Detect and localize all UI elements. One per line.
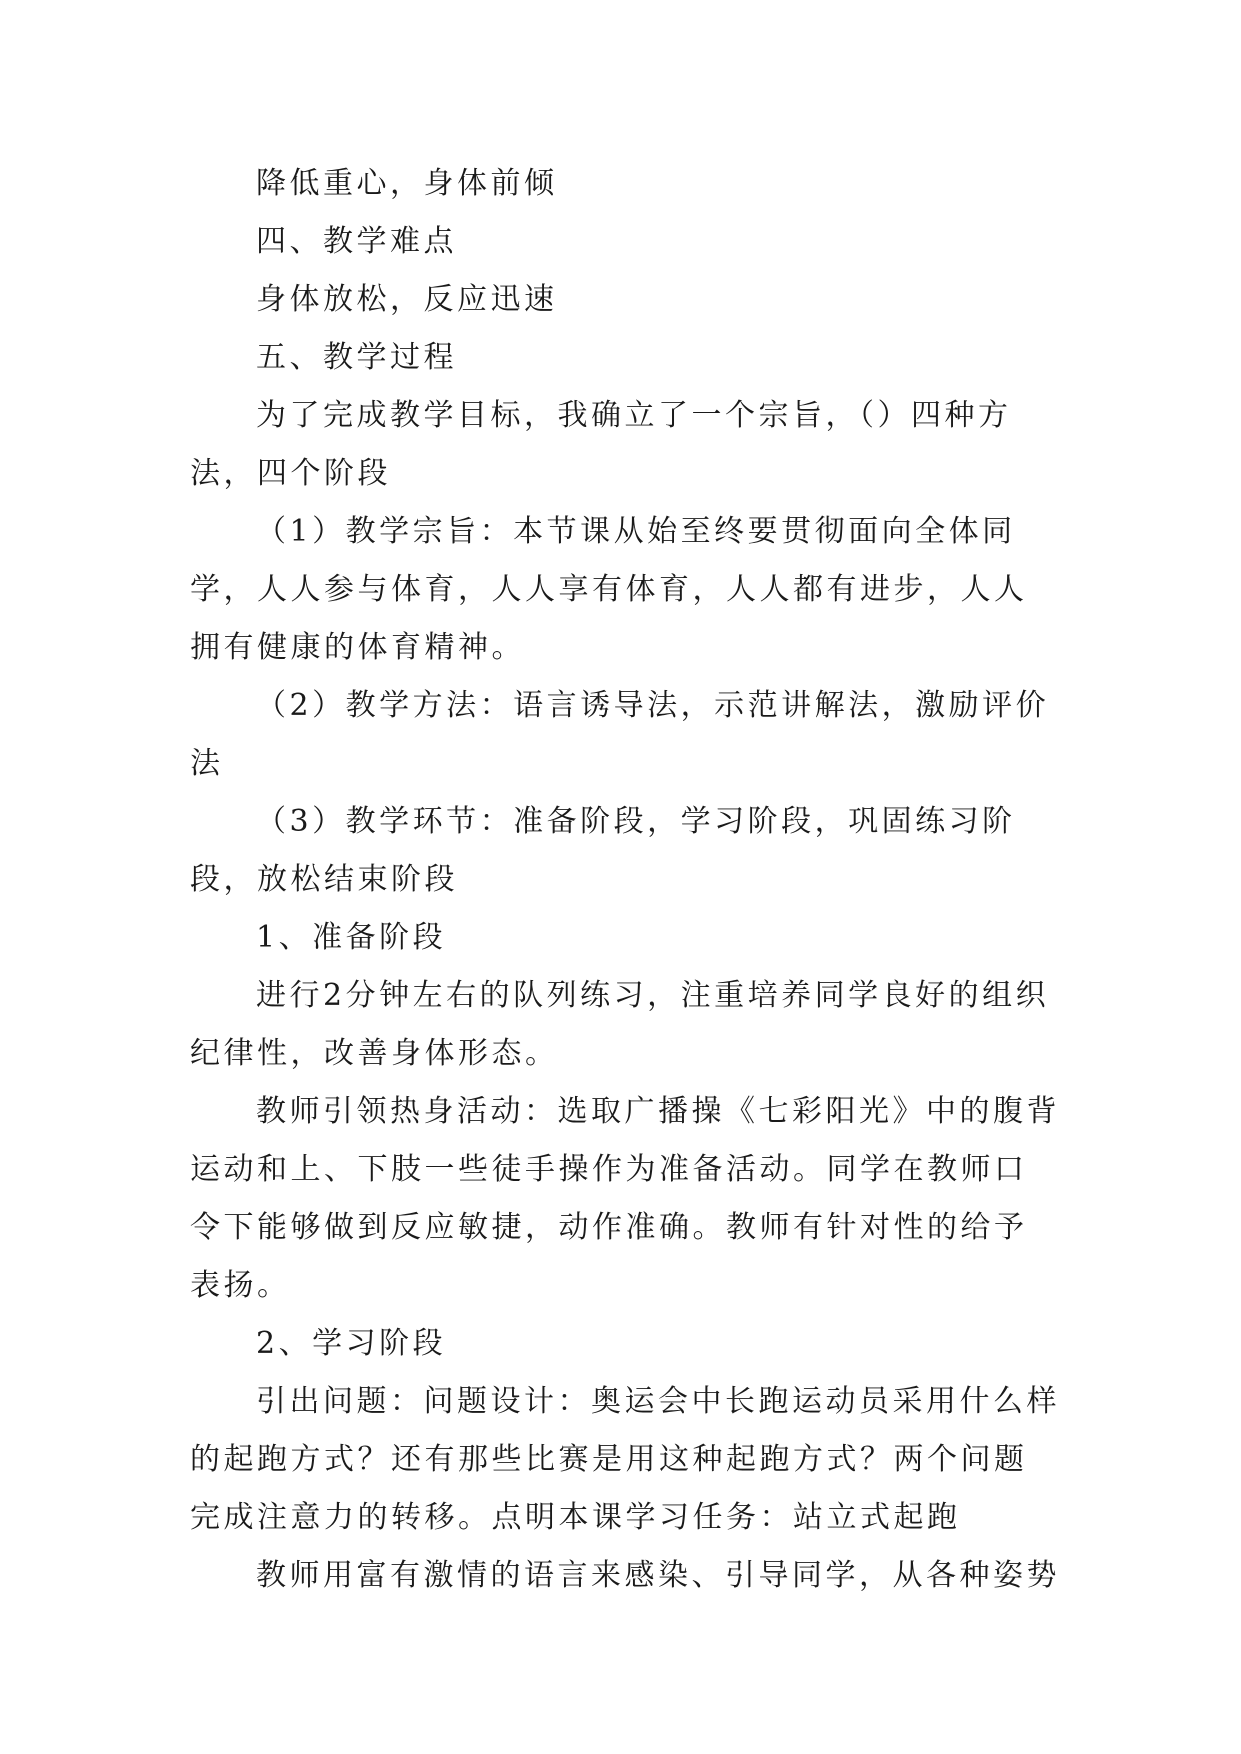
paragraph-formation-drill: 进行2分钟左右的队列练习，注重培养同学良好的组织纪律性，改善身体形态。 xyxy=(190,978,1050,1071)
heading-preparation-stage: 1、准备阶段 xyxy=(256,920,447,955)
paragraph-questions: 引出问题：问题设计：奥运会中长跑运动员采用什么样的起跑方式？还有那些比赛是用这种起跑方式？两个问题完成注意力的转移。点明本课学习任务：站立式起跑 xyxy=(190,1384,1060,1535)
paragraph-teaching-purpose: （1）教学宗旨：本节课从始至终要贯彻面向全体同学，人人参与体育，人人享有体育，人人都有进步，人人拥有健康的体育精神。 xyxy=(190,514,1028,665)
heading-learning-stage: 2、学习阶段 xyxy=(256,1326,447,1361)
paragraph-warm-up: 教师引领热身活动：选取广播操《七彩阳光》中的腹背运动和上、下肢一些徒手操作为准备活动。同学在教师口令下能够做到反应敏捷，动作准确。教师有针对性的给予表扬。 xyxy=(190,1094,1060,1303)
paragraph-teacher-guidance: 教师用富有激情的语言来感染、引导同学，从各种姿势 xyxy=(256,1558,1060,1593)
paragraph-difficulty: 身体放松，反应迅速 xyxy=(256,282,558,317)
heading-teaching-difficulty: 四、教学难点 xyxy=(256,224,457,259)
paragraph-process-intro: 为了完成教学目标，我确立了一个宗旨，（）四种方法，四个阶段 xyxy=(190,398,1012,491)
paragraph-teaching-methods: （2）教学方法：语言诱导法，示范讲解法，激励评价法 xyxy=(190,688,1050,781)
paragraph-teaching-stages: （3）教学环节：准备阶段，学习阶段，巩固练习阶段，放松结束阶段 xyxy=(190,804,1016,897)
heading-teaching-process: 五、教学过程 xyxy=(256,340,457,375)
document-body xyxy=(190,155,1060,1605)
paragraph-key-point: 降低重心，身体前倾 xyxy=(256,166,558,201)
